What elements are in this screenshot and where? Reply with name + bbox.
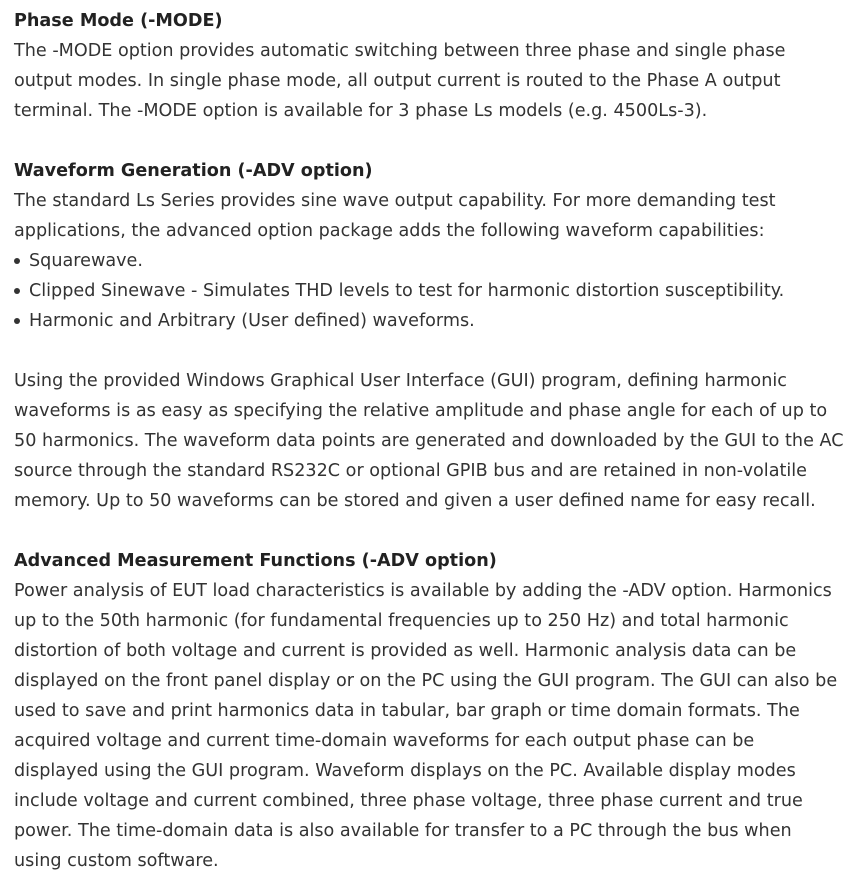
section-paragraph-waveform-generation: The standard Ls Series provides sine wave output capability. For more demanding test applications, the advanced option package adds the following waveform capabilities: xyxy=(14,191,776,241)
spacer xyxy=(14,516,844,546)
section-heading-advanced-measurement: Advanced Measurement Functions (-ADV option) xyxy=(14,551,497,571)
section-paragraph-phase-mode: The -MODE option provides automatic switching between three phase and single phase output modes. In single phase mode, all output current is routed to the Phase A output terminal. The -MODE option is available for 3 phase Ls models (e.g. 4500Ls-3). xyxy=(14,41,786,121)
section-paragraph-advanced-measurement: Power analysis of EUT load characteristics is available by adding the -ADV option. Harmonics up to the 50th harmonic (for fundamental frequencies up to 250 Hz) and total harmonic distortion of both voltage and current is provided as well. Harmonic analysis data can be displayed on the front panel display or on the PC using the GUI program. The GUI can also be used to save and print harmonics data in tabular, bar graph or time domain formats. The acquired voltage and current time-domain waveforms for each output phase can be displayed using the GUI program. Waveform displays on the PC. Available display modes include voltage and current combined, three phase voltage, three phase current and true power. The time-domain data is also available for transfer to a PC through the bus when using custom software. xyxy=(14,581,838,871)
section-heading-waveform-generation: Waveform Generation (-ADV option) xyxy=(14,161,373,181)
list-item: Harmonic and Arbitrary (User defined) waveforms. xyxy=(14,306,844,336)
list-item: Squarewave. xyxy=(14,246,844,276)
section-paragraph-gui-waveforms: Using the provided Windows Graphical User Interface (GUI) program, defining harmonic waveforms is as easy as specifying the relative amplitude and phase angle for each of up to 50 harmonics. The waveform data points are generated and downloaded by the GUI to the AC source through the standard RS232C or optional GPIB bus and are retained in non-volatile memory. Up to 50 waveforms can be stored and given a user defined name for easy recall. xyxy=(14,371,844,511)
section-heading-phase-mode: Phase Mode (-MODE) xyxy=(14,11,223,31)
document-body xyxy=(14,6,844,876)
spacer xyxy=(14,336,844,366)
waveform-capabilities-list xyxy=(14,246,844,336)
spacer xyxy=(14,126,844,156)
list-item: Clipped Sinewave - Simulates THD levels to test for harmonic distortion susceptibility. xyxy=(14,276,844,306)
